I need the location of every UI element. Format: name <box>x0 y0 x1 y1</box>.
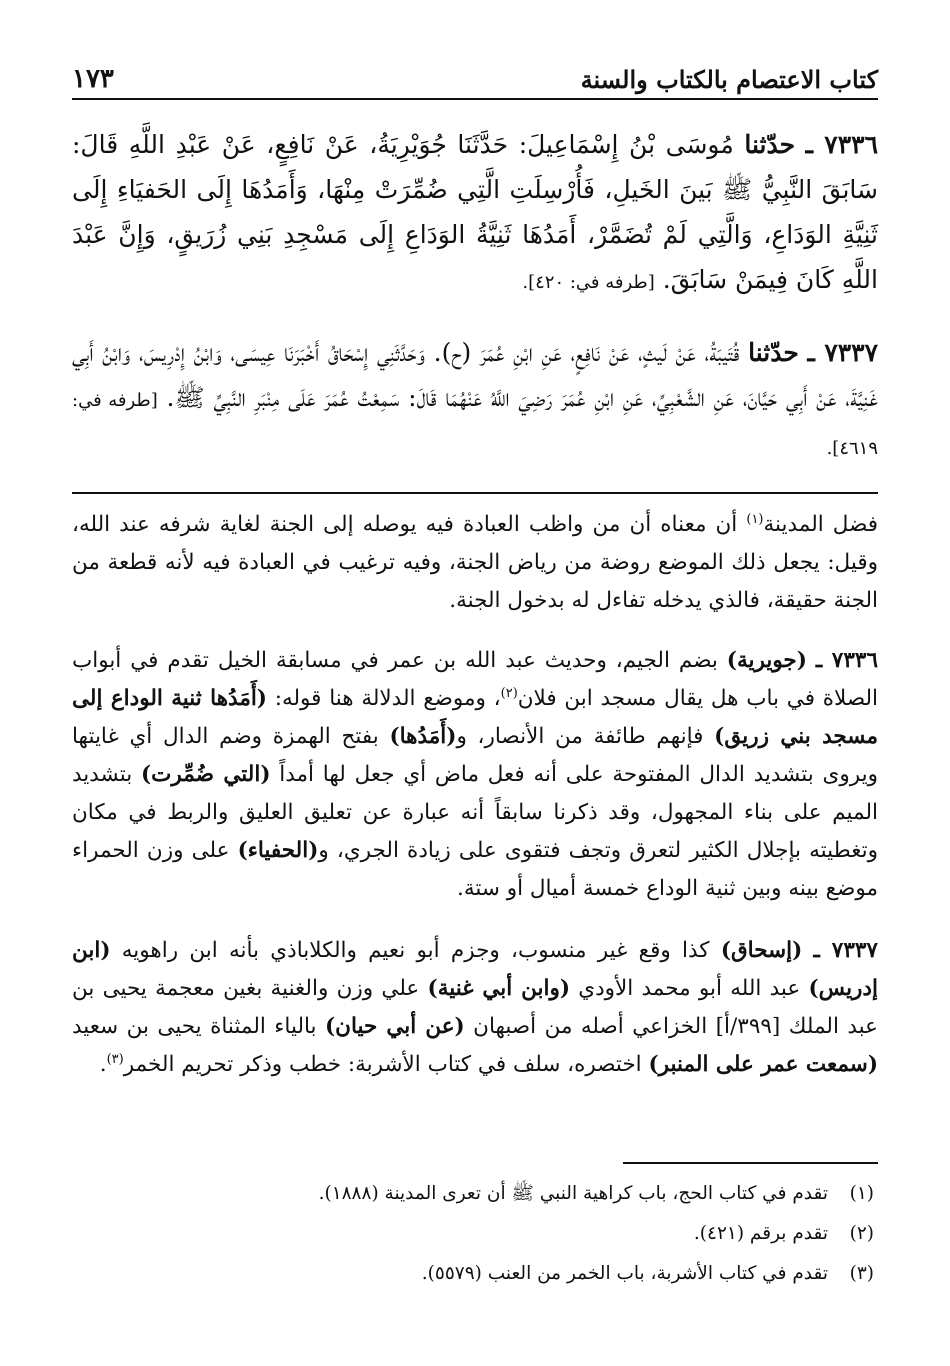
book-title: كتاب الاعتصام بالكتاب والسنة <box>580 65 878 94</box>
page-number: ١٧٣ <box>72 64 114 94</box>
text-commentary-divider <box>72 492 878 494</box>
hadith-intro: حدّثنا <box>744 130 796 159</box>
hadith-text: مُوسَى بْنُ إِسْمَاعِيلَ: حَدَّثَنَا جُوَيْرِيَةُ، عَنْ نَافِعٍ، عَنْ عَبْدِ اللَّهِ قَالَ: سَابَقَ النَّبِيُّ ﷺ بَينَ الخَيلِ، فَأُرْسِلَتِ الَّتِي ضُمِّرَتْ مِنْهَا، وَأَمَدُهَا إِلَى الحَفيَاءِ إِلَى ثَنِيَّةِ الوَدَاعِ، وَالَّتِي لَمْ تُضَمَّرْ، أَمَدُهَا ثَنِيَّةُ الوَدَاعِ إِلَى مَسْجِدِ بَنِي زُرَيقٍ، وَإِنَّ عَبْدَ اللَّهِ كَانَ فِيمَنْ سَابَقَ. <box>72 130 878 294</box>
commentary-text: كذا وقع غير منسوب، وجزم أبو نعيم والكلاباذي بأنه ابن راهويه <box>110 938 721 963</box>
commentary-text: علي وزن والغنية بغين معجمة يحيى بن عبد الملك [٣٩٩/أ] الخزاعي أصله من أصبهان <box>72 976 878 1039</box>
commentary-number: ٧٣٣٧ ـ <box>813 938 878 963</box>
footnote-ref: (٣) <box>106 1051 124 1067</box>
footnote-divider <box>623 1162 878 1164</box>
commentary-lemma: (عن أبي حيان) <box>324 1014 465 1039</box>
commentary-text: عبد الله أبو محمد الأودي <box>570 976 809 1001</box>
commentary-text: بضم الجيم، وحديث عبد الله بن عمر في مسابقة الخيل تقدم في أبواب الصلاة في باب هل يقال مسجد ابن فلان <box>72 648 878 711</box>
commentary-text: . <box>99 1052 107 1077</box>
commentary-lemma: (الحفياء) <box>237 838 319 863</box>
commentary-lemma: (ابن إدريس) <box>72 938 878 1001</box>
commentary-lemma: (سمعت عمر على المنبر) <box>648 1052 878 1077</box>
footnote-text: تقدم في كتاب الأشربة، باب الخمر من العنب (٥٥٧٩). <box>421 1263 828 1284</box>
commentary-lemma: (وابن أبي غنية) <box>427 976 570 1001</box>
footnote <box>72 1254 878 1294</box>
commentary-number: ٧٣٣٦ ـ <box>815 648 878 673</box>
hadith-reference: [طرفه في: ٤٦١٩]. <box>72 390 878 459</box>
commentary-lemma: (إسحاق) <box>720 938 803 963</box>
running-head <box>72 50 878 100</box>
commentary-7336 <box>72 642 878 908</box>
footnote-mark: (٢) <box>849 1223 874 1244</box>
hadith-text: قُتَيبَةُ، عَنْ لَيثٍ، عَنْ نَافِعٍ، عَنِ ابْنِ عُمَرَ (ح). وَحَدَّثَنِي إِسْحَاقُ أَخْبَرَنَا عِيسَى، وَابْنُ إِدْرِيسَ، وَابْنُ أَبِي غَنِيَّةَ، عَنْ أَبِي حَيَّانَ، عَنِ الشَّعْبِيِّ، عَنِ ابْنِ عُمَرَ رَضِيَ اللَّهُ عَنْهُمَا قَالَ: سَمِعْتُ عُمَرَ عَلَى مِنْبَرِ النَّبِيِّ ﷺ. <box>72 338 878 412</box>
commentary-text: فضل المدينة <box>763 512 879 537</box>
footnote-text: تقدم في كتاب الحج، باب كراهية النبي ﷺ أن تعرى المدينة (١٨٨٨). <box>318 1183 828 1204</box>
footnote-mark: (٣) <box>849 1263 874 1284</box>
hadith-number: ٧٣٣٦ ـ <box>805 130 879 159</box>
hadith-intro: حدّثنا <box>748 338 799 367</box>
footnotes <box>72 1174 878 1294</box>
commentary-text: بتشديد الميم على بناء المجهول، وقد ذكرنا سابقاً أنه عبارة عن تعليق العليق والربط في مكان وتغطيته بإجلال الكثير لتعرق وتجف فتقوى على زيادة الجري، و <box>72 762 879 863</box>
commentary-text: بفتح الهمزة وضم الدال أي غايتها ويروى بتشديد الدال المفتوحة على أنه فعل ماض أي جعل لها أمداً <box>72 724 878 787</box>
footnote-text: تقدم برقم (٤٢١). <box>693 1223 828 1244</box>
commentary-text: اختصره، سلف في كتاب الأشربة: خطب وذكر تحريم الخمر <box>123 1052 649 1077</box>
footnote-mark: (١) <box>849 1183 874 1204</box>
hadith-reference: [طرفه في: ٤٢٠]. <box>522 272 655 293</box>
footnote-ref: (١) <box>746 511 764 527</box>
commentary-text: ، وموضع الدلالة هنا قوله: <box>266 686 501 711</box>
commentary-text: بالياء المثناة يحيى بن سعيد <box>72 1014 325 1039</box>
commentary-text: أن معناه أن من واظب العبادة فيه يوصله إلى الجنة لغاية شرفه عند الله، وقيل: يجعل ذلك الموضع روضة من رياض الجنة، وفيه ترغيب في العبادة فيه لأنه قطعة من الجنة حقيقة، فالذي يدخله تفاءل له بدخول الجنة. <box>72 512 878 613</box>
hadith-7336 <box>72 122 878 305</box>
commentary-lemma: (أَمَدُها ثنية الوداع إلى مسجد بني زريق) <box>72 686 879 749</box>
commentary-lemma: (أَمَدُها) <box>389 724 457 749</box>
hadith-number: ٧٣٣٧ ـ <box>807 338 879 367</box>
commentary-text: على وزن الحمراء موضع بينه وبين ثنية الوداع خمسة أميال أو ستة. <box>72 838 878 901</box>
footnote-ref: (٢) <box>500 685 518 701</box>
commentary-text: فإنهم طائفة من الأنصار، و <box>456 724 715 749</box>
hadith-7337 <box>72 330 878 471</box>
commentary-lemma: (التي ضُمِّرت) <box>141 762 271 787</box>
footnote <box>72 1214 878 1254</box>
book-page <box>72 0 878 1366</box>
commentary-7337 <box>72 932 878 1084</box>
footnote <box>72 1174 878 1214</box>
commentary-paragraph <box>72 506 878 620</box>
commentary-lemma: (جويرية) <box>726 648 807 673</box>
